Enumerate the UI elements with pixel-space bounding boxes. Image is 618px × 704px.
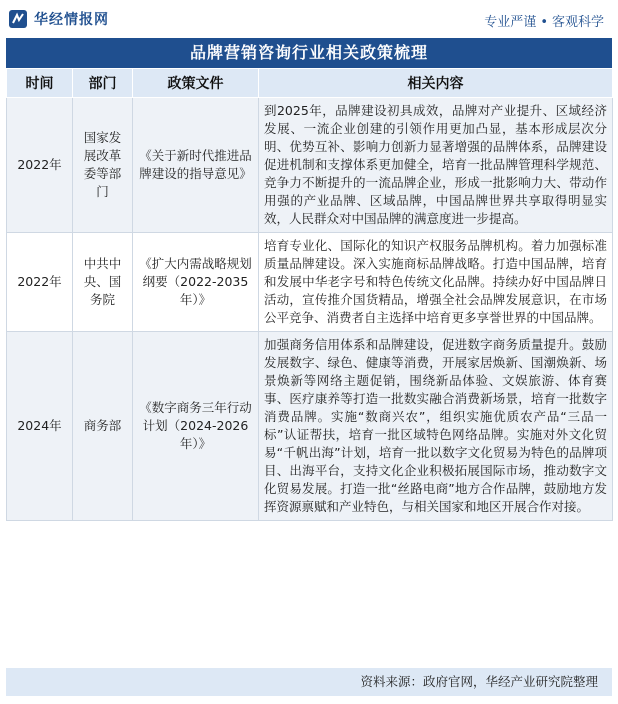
slogan-left: 专业严谨 bbox=[484, 15, 537, 30]
top-bar bbox=[0, 0, 618, 38]
cell-doc: 《数字商务三年行动计划（2024-2026年）》 bbox=[133, 332, 259, 521]
logo bbox=[8, 9, 109, 29]
cell-time: 2024年 bbox=[7, 332, 73, 521]
policy-table bbox=[6, 68, 613, 521]
cell-dept: 国家发展改革委等部门 bbox=[73, 98, 133, 233]
table-row bbox=[7, 98, 613, 233]
column-header-dept: 部门 bbox=[73, 69, 133, 98]
table-header-row bbox=[7, 69, 613, 98]
cell-content: 到2025年，品牌建设初具成效，品牌对产业提升、区域经济发展、一流企业创建的引领作用更加凸显，基本形成层次分明、优势互补、影响力创新力显著增强的品牌体系，品牌建设促进机制和支撑体系更加健全，培育一批品牌管理科学规范、竞争力不断提升的一流品牌企业，形成一批影响力大、带动作用强的产业品牌、区域品牌，中国品牌世界共享取得明显实效，人民群众对中国品牌的满意度进一步提高。 bbox=[259, 98, 613, 233]
logo-text: 华经情报网 bbox=[34, 12, 109, 28]
table-title: 品牌营销咨询行业相关政策梳理 bbox=[6, 38, 612, 68]
column-header-time: 时间 bbox=[7, 69, 73, 98]
cell-dept: 商务部 bbox=[73, 332, 133, 521]
slogan bbox=[484, 11, 604, 30]
column-header-content: 相关内容 bbox=[259, 69, 613, 98]
cell-time: 2022年 bbox=[7, 233, 73, 332]
table-row bbox=[7, 233, 613, 332]
cell-doc: 《扩大内需战略规划纲要（2022-2035年）》 bbox=[133, 233, 259, 332]
source-note: 资料来源：政府官网，华经产业研究院整理 bbox=[6, 668, 612, 696]
table-row bbox=[7, 332, 613, 521]
cell-content: 培育专业化、国际化的知识产权服务品牌机构。着力加强标准质量品牌建设。深入实施商标品牌战略。打造中国品牌，培育和发展中华老字号和特色传统文化品牌。持续办好中国品牌日活动，宣传推介国货精品，增强全社会品牌发展意识，在市场公平竞争、消费者自主选择中培育更多享誉世界的中国品牌。 bbox=[259, 233, 613, 332]
cell-time: 2022年 bbox=[7, 98, 73, 233]
cell-doc: 《关于新时代推进品牌建设的指导意见》 bbox=[133, 98, 259, 233]
column-header-doc: 政策文件 bbox=[133, 69, 259, 98]
cell-content: 加强商务信用体系和品牌建设，促进数字商务质量提升。鼓励发展数字、绿色、健康等消费，开展家居焕新、国潮焕新、场景焕新等网络主题促销，围绕新品体验、文娱旅游、体育赛事、医疗康养等打造一批数实融合消费新场景，培育一批数字消费品牌。实施“数商兴农”，组织实施优质农产品“三品一标”认证帮扶，培育一批区域特色网络品牌。实施对外文化贸易“千帆出海”计划，培育一批以数字文化贸易为特色的品牌项目、出海平台，支持文化企业积极拓展国际市场，推动数字文化贸易发展。打造一批“丝路电商”地方合作品牌，鼓励地方发挥资源禀赋和产业特色，与相关国家和地区开展合作对接。 bbox=[259, 332, 613, 521]
logo-icon bbox=[8, 9, 28, 29]
slogan-separator: • bbox=[540, 15, 548, 30]
cell-dept: 中共中央、国务院 bbox=[73, 233, 133, 332]
slogan-right: 客观科学 bbox=[551, 15, 604, 30]
